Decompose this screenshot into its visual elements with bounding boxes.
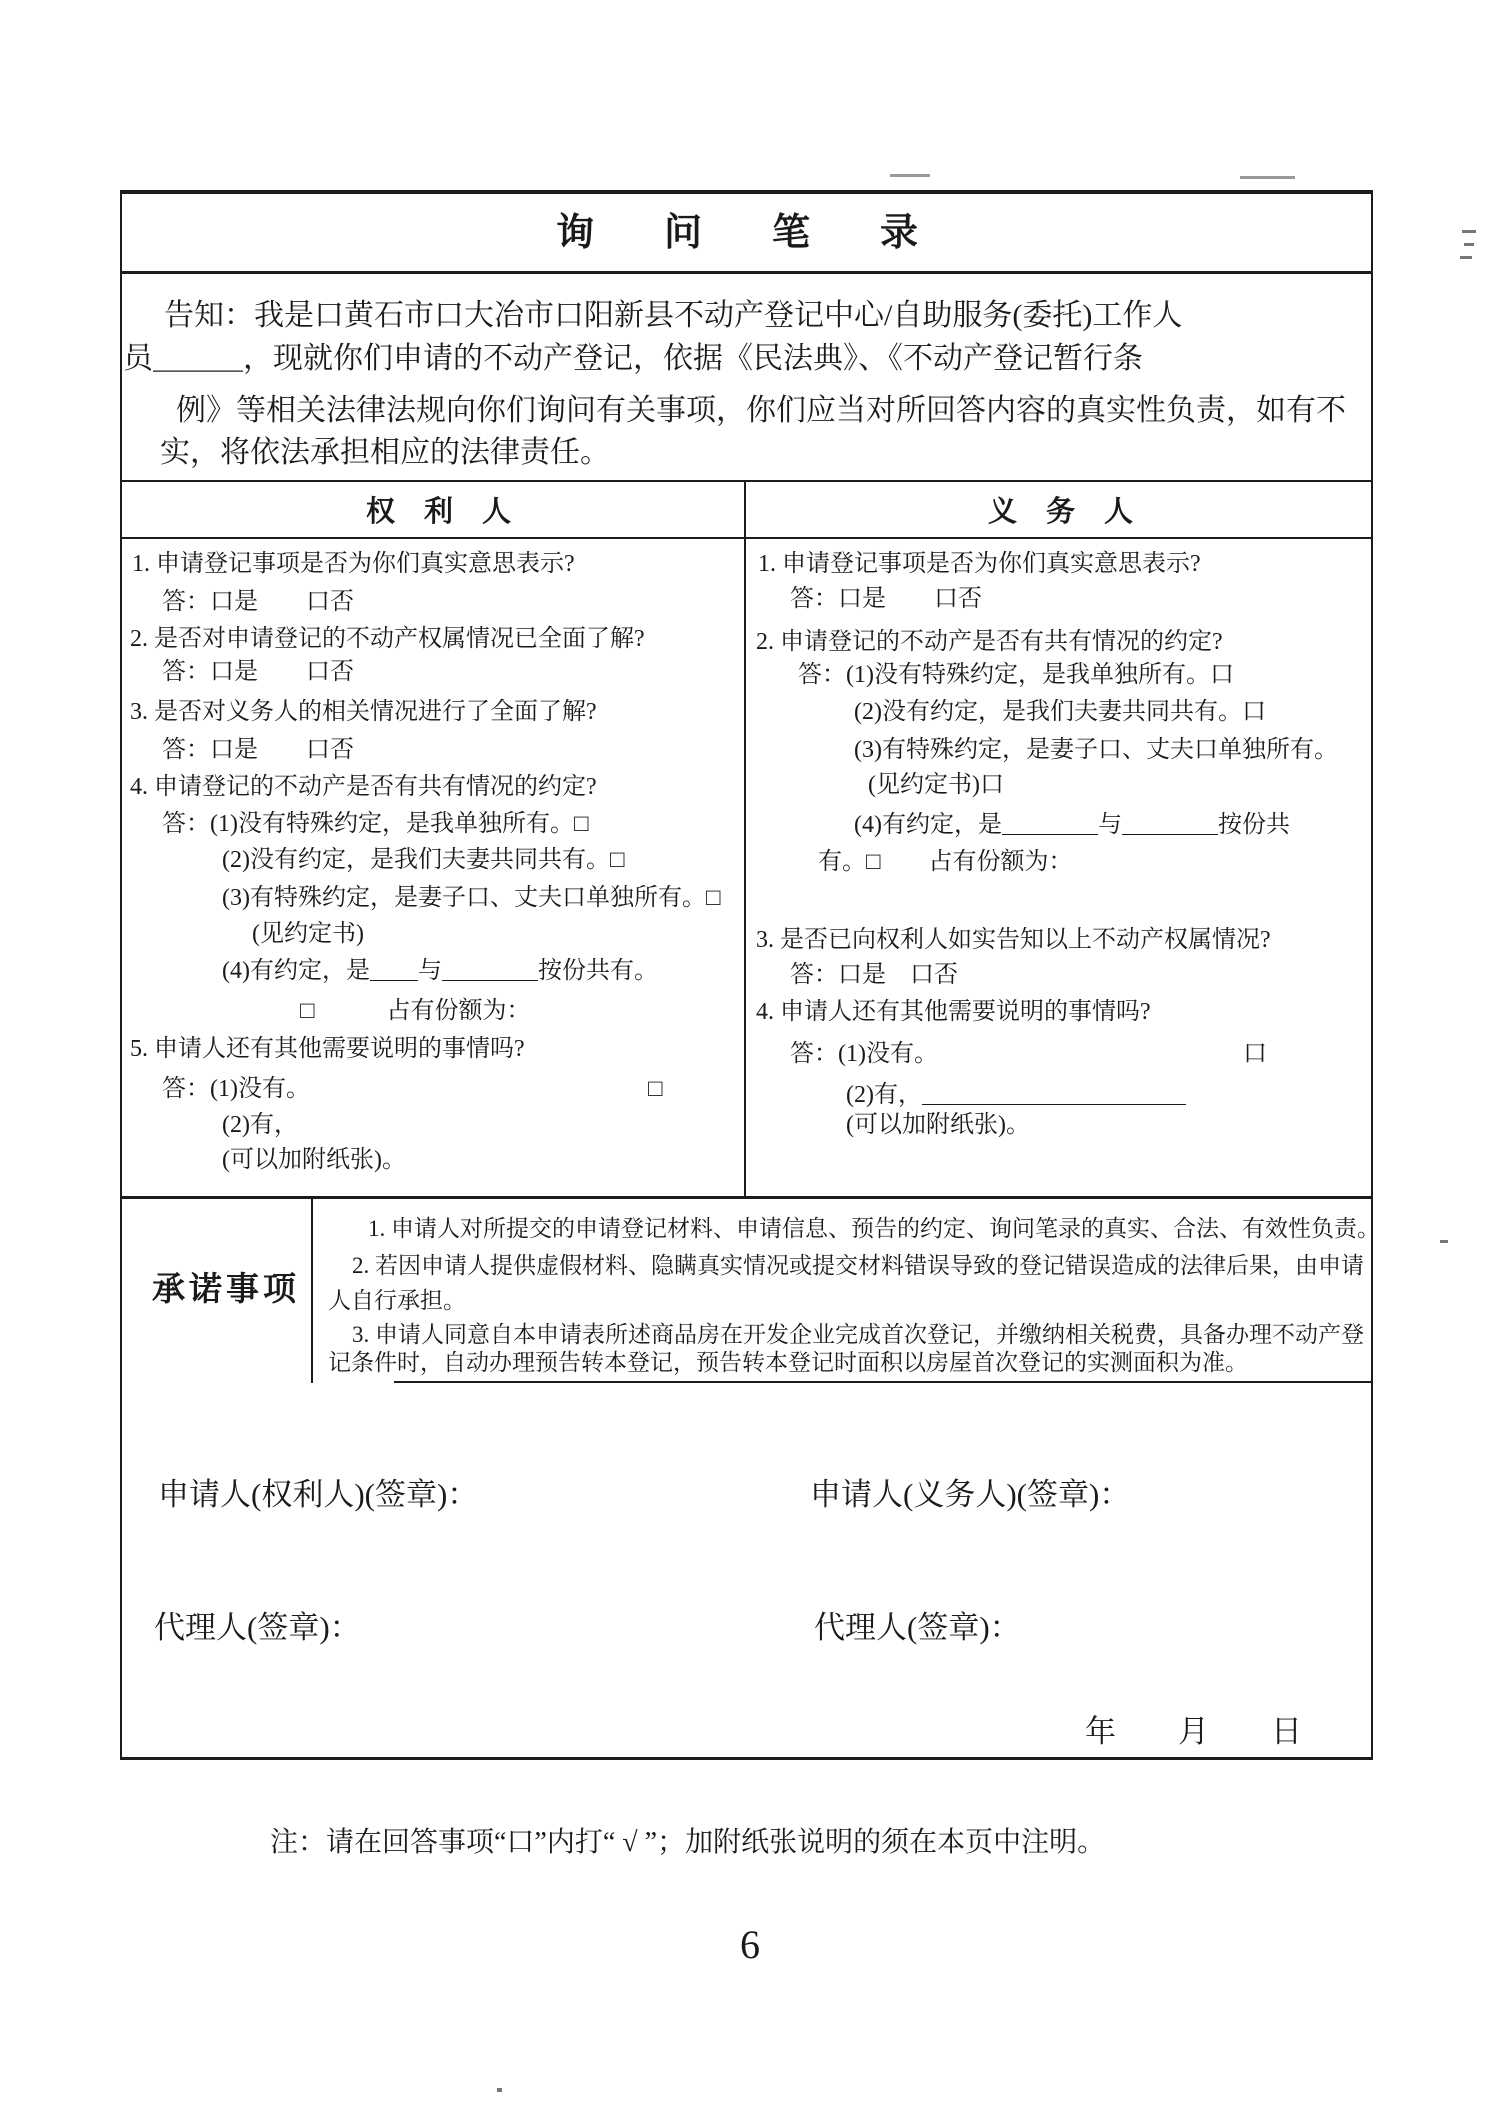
table-border-left: [120, 190, 122, 1760]
commitment-line: 记条件时，自动办理预告转本登记，预告转本登记时面积以房屋首次登记的实测面积为准。: [328, 1350, 1248, 1375]
page-number: 6: [740, 1922, 760, 1967]
answer-option: (2)有，: [222, 1112, 298, 1138]
signature-label-agent: 代理人(签章)：: [814, 1610, 1021, 1645]
commitment-line: 1. 申请人对所提交的申请登记材料、申请信息、预告的约定、询问笔录的真实、合法、有效性负责。: [368, 1216, 1380, 1241]
question: 3. 是否已向权利人如实告知以上不动产权属情况?: [756, 927, 1271, 953]
signature-label-applicant-obligor: 申请人(义务人)(签章)：: [810, 1477, 1131, 1512]
scan-artifact: [1462, 230, 1476, 233]
scan-artifact: [1240, 176, 1295, 179]
answer-option: (2)没有约定，是我们夫妻共同共有。□: [222, 847, 625, 873]
notice-line: 例》等相关法律法规向你们询问有关事项，你们应当对所回答内容的真实性负责，如有不: [176, 394, 1346, 427]
question: 1. 申请登记事项是否为你们真实意思表示?: [132, 551, 575, 577]
date-line: 年 月 日: [1085, 1714, 1302, 1749]
answer-option: 答：(1)没有特殊约定，是我单独所有。□: [162, 811, 589, 837]
answer-note: (见约定书)口: [868, 772, 1004, 798]
scan-artifact: [1464, 243, 1474, 246]
answer-note: (可以加附纸张)。: [222, 1147, 406, 1173]
column-divider: [744, 480, 746, 1197]
table-border-right: [1371, 190, 1373, 1760]
answer: 答：口是 口否: [790, 962, 958, 988]
answer-note: (可以加附纸张)。: [846, 1112, 1030, 1138]
question: 2. 是否对申请登记的不动产权属情况已全面了解?: [130, 626, 645, 652]
commitment-line: 人自行承担。: [328, 1288, 466, 1313]
answer: 答：口是 口否: [162, 589, 354, 615]
answer-option: (2)有，＿＿＿＿＿＿＿＿＿＿＿: [846, 1082, 1186, 1108]
notice-line: 告知：我是口黄石市口大冶市口阳新县不动产登记中心/自助服务(委托)工作人: [164, 299, 1183, 332]
answer-share: □ 占有份额为：: [300, 998, 531, 1024]
notice-line: 实，将依法承担相应的法律责任。: [160, 436, 610, 469]
obligor-header: 义 务 人: [988, 496, 1134, 528]
answer-option: 答：(1)没有。: [790, 1041, 938, 1067]
question: 1. 申请登记事项是否为你们真实意思表示?: [758, 551, 1201, 577]
question: 3. 是否对义务人的相关情况进行了全面了解?: [130, 699, 597, 725]
footnote: 注：请在回答事项“口”内打“ √ ”；加附纸张说明的须在本页中注明。: [270, 1827, 1106, 1858]
answer: 答：口是 口否: [790, 586, 982, 612]
table-border-bottom: [120, 1757, 1373, 1760]
commitment-divider: [311, 1196, 313, 1383]
table-border-top: [120, 190, 1373, 194]
answer-option: (3)有特殊约定，是妻子口、丈夫口单独所有。□: [222, 885, 721, 911]
signature-label-agent: 代理人(签章)：: [154, 1610, 361, 1645]
scan-artifact: [1440, 1240, 1448, 1243]
question: 2. 申请登记的不动产是否有共有情况的约定?: [756, 629, 1223, 655]
answer: 答：口是 口否: [162, 737, 354, 763]
answer-option: (3)有特殊约定，是妻子口、丈夫口单独所有。: [854, 737, 1338, 763]
answer-option: 答：(1)没有特殊约定，是我单独所有。口: [798, 662, 1234, 688]
qa-bottom-divider: [120, 1196, 1373, 1199]
title-divider: [120, 271, 1373, 274]
answer: 答：口是 口否: [162, 659, 354, 685]
scan-artifact: [890, 174, 930, 177]
notice-divider: [120, 480, 1373, 482]
scan-artifact: [1460, 256, 1472, 259]
question: 5. 申请人还有其他需要说明的事情吗?: [130, 1036, 525, 1062]
answer-share: 有。□ 占有份额为：: [818, 849, 1073, 875]
answer-option: 答：(1)没有。: [162, 1076, 310, 1102]
question: 4. 申请登记的不动产是否有共有情况的约定?: [130, 774, 597, 800]
form-title: 询问笔录: [556, 212, 989, 254]
checkbox: 口: [1243, 1041, 1267, 1067]
answer-option: (4)有约定，是＿＿与＿＿＿＿按份共有。: [222, 958, 658, 984]
header-underline: [120, 537, 1373, 539]
commitment-bottom-rule: [394, 1381, 1372, 1383]
signature-label-applicant-right-holder: 申请人(权利人)(签章)：: [158, 1477, 479, 1512]
answer-option: (4)有约定，是＿＿＿＿与＿＿＿＿按份共: [854, 812, 1290, 838]
commitment-line: 3. 申请人同意自本申请表所述商品房在开发企业完成首次登记，并缴纳相关税费，具备办理不动产登: [352, 1322, 1364, 1347]
notice-line: 员＿＿＿，现就你们申请的不动产登记，依据《民法典》、《不动产登记暂行条: [123, 342, 1143, 375]
question: 4. 申请人还有其他需要说明的事情吗?: [756, 999, 1151, 1025]
checkbox: □: [648, 1076, 663, 1102]
answer-option: (2)没有约定，是我们夫妻共同共有。口: [854, 699, 1266, 725]
commitment-label: 承诺事项: [152, 1272, 300, 1308]
scan-artifact: [497, 2088, 502, 2092]
answer-note: (见约定书): [252, 921, 364, 947]
rights-holder-header: 权 利 人: [366, 496, 512, 528]
commitment-line: 2. 若因申请人提供虚假材料、隐瞒真实情况或提交材料错误导致的登记错误造成的法律后果，由申请: [352, 1253, 1364, 1278]
